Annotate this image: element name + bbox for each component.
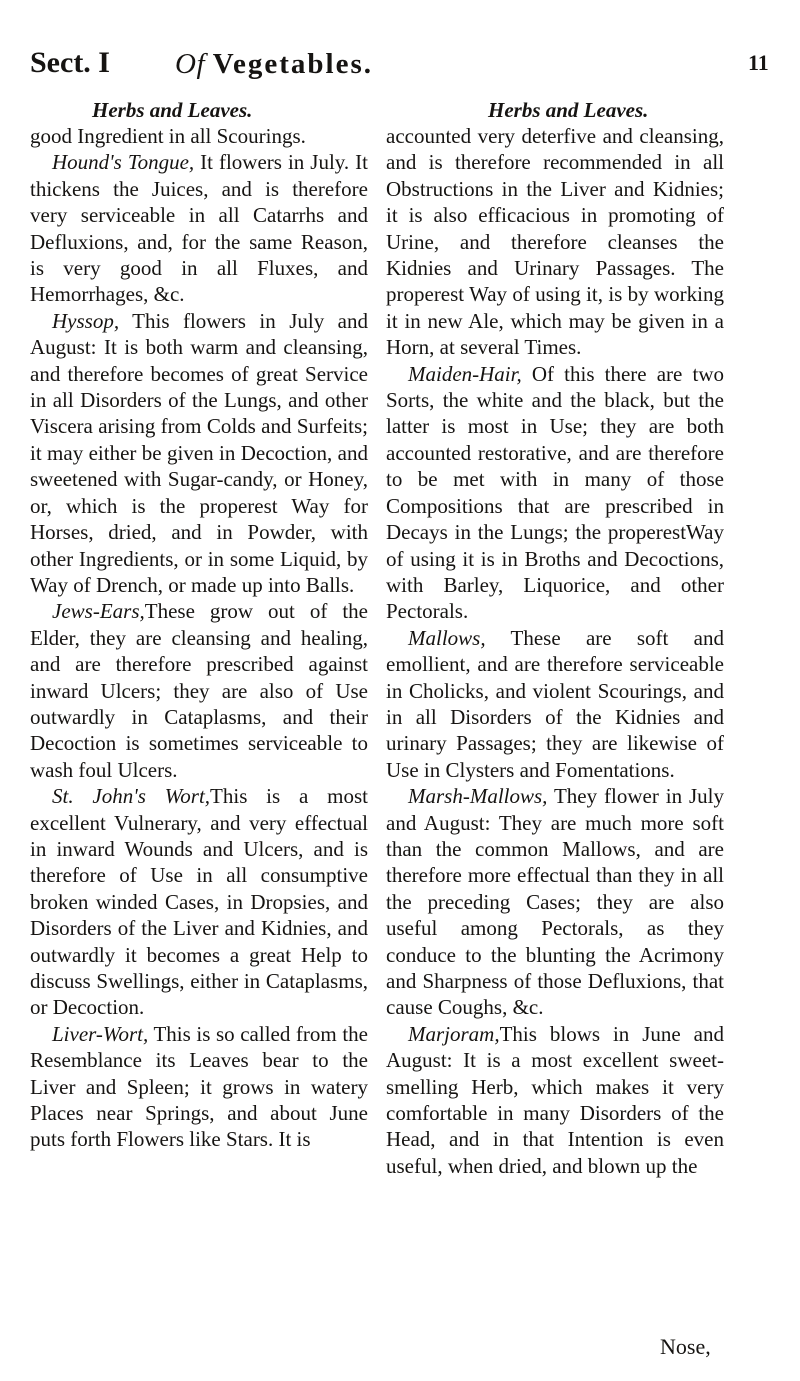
entry-headword: Hyssop,	[52, 308, 120, 333]
left-column-heading: Herbs and Leaves.	[92, 98, 253, 122]
entry-body: They flower in July and August: They are much more soft than the common Mallows, and are therefore more effectual than they in all the preceding Cases; they are also useful among Pectorals, as they conduce to the blunting the Acrimony and Sharpness of those Defluxions, that cause Coughs, &c.	[386, 784, 724, 1020]
paragraph-continuation	[386, 123, 724, 361]
entry-body: This flowers in July and August: It is both warm and cleansing, and therefore becomes of great Service in all Disorders of the Lungs, and other Viscera arising from Colds and Surfeits; it may either be given in Decoction, and sweetened with Sugar-candy, or Honey, or, which is the properest Way for Horses, dried, and in Powder, with other Ingredients, or in some Liquid, by Way of Drench, or made up into Balls.	[30, 308, 368, 597]
left-column	[30, 123, 368, 1153]
entry-marsh-mallows	[386, 783, 724, 1021]
running-title-main: Vegetables.	[212, 48, 374, 80]
entry-marjoram	[386, 1021, 724, 1179]
entry-headword: Maiden-Hair,	[408, 361, 522, 386]
entry-headword: Mallows,	[408, 625, 486, 650]
entry-headword: St. John's Wort,	[52, 784, 211, 809]
entry-headword: Marsh-Mallows,	[408, 784, 548, 809]
entry-body: These grow out of the Elder, they are cleansing and healing, and are therefore prescribed against inward Ulcers; they are also of Use outwardly in Cataplasms, and their Decoction is sometimes serviceable to wash foul Ulcers.	[30, 599, 368, 782]
right-column-heading: Herbs and Leaves.	[488, 98, 649, 122]
entry-headword: Jews-Ears,	[52, 599, 145, 624]
paragraph-continuation	[30, 123, 368, 149]
entry-liver-wort	[30, 1021, 368, 1153]
section-label: Sect. I	[30, 46, 110, 79]
entry-maiden-hair	[386, 361, 724, 625]
catchword: Nose,	[660, 1334, 711, 1359]
paragraph-body: accounted very deterfive and cleansing, and is therefore recommended in all Obstructions in the Liver and Kidnies; it is also efficacious in promoting of Urine, and therefore cleanses the Kidnies and Urinary Passages. The properest Way of using it, is by working it in new Ale, which may be given in a Horn, at several Times.	[386, 124, 724, 360]
entry-headword: Marjoram,	[408, 1021, 500, 1046]
entry-jews-ears	[30, 598, 368, 783]
running-head	[0, 46, 800, 92]
entry-body: This is so called from the Resemblance its Leaves bear to the Liver and Spleen; it grows in watery Places near Springs, and about June puts forth Flowers like Stars. It is	[30, 1021, 368, 1152]
entry-body: It flowers in July. It thickens the Juices, and is therefore very serviceable in all Catarrhs and Defluxions, and, for the same Reason, is very good in all Fluxes, and Hemorrhages, &c.	[30, 150, 368, 307]
entry-mallows	[386, 625, 724, 783]
right-column	[386, 123, 724, 1179]
paragraph-body: good Ingredient in all Scourings.	[30, 124, 306, 148]
running-title-of: Of	[175, 48, 205, 80]
entry-body: Of this there are two Sorts, the white and the black, but the latter is most in Use; they are both accounted restorative, and are therefore to be met with in many of those Compositions that are prescribed in Decays in the Lungs; the properestWay of using it is in Broths and Decoctions, with Barley, Liquorice, and other Pectorals.	[386, 361, 724, 624]
entry-hounds-tongue	[30, 149, 368, 307]
entry-headword: Hound's Tongue,	[52, 150, 195, 175]
entry-body: This blows in June and August: It is a most excellent sweet-smelling Herb, which makes it very comfortable in many Disorders of the Head, and in that Intention is even useful, when dried, and blown up the	[386, 1021, 724, 1178]
entry-st-johns-wort	[30, 783, 368, 1021]
entry-headword: Liver-Wort,	[52, 1021, 149, 1046]
entry-hyssop	[30, 308, 368, 598]
entry-body: These are soft and emollient, and are therefore serviceable in Cholicks, and violent Scourings, and in all Disorders of the Kidnies and urinary Passages; they are likewise of Use in Clysters and Fomentations.	[386, 625, 724, 782]
page-number: 11	[748, 50, 769, 75]
running-title	[175, 48, 373, 81]
entry-body: This is a most excellent Vulnerary, and very effectual in inward Wounds and Ulcers, and is therefore of Use in all consumptive broken winded Cases, in Dropsies, and Disorders of the Liver and Kidnies, and outwardly it becomes a great Help to discuss Swellings, either in Cataplasms, or Decoction.	[30, 784, 368, 1020]
